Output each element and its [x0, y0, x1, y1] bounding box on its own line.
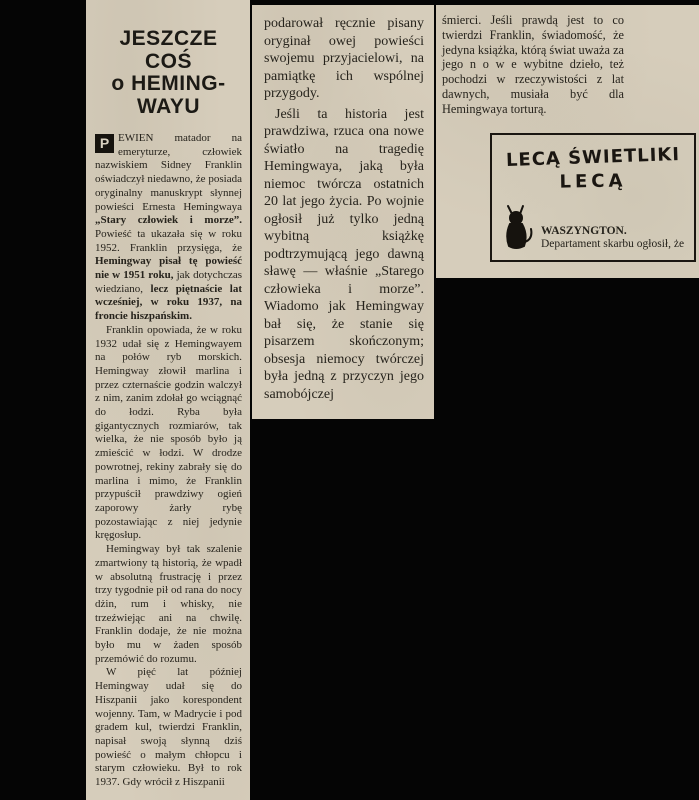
headline-line: WAYU	[136, 94, 201, 118]
article-paragraph	[95, 132, 242, 324]
teaser-title-line: LECĄ ŚWIETLIKI	[505, 143, 681, 171]
text-segment: lecz piętnaście lat wcześniej, w roku 1937, na froncie hiszpańskim.	[95, 282, 242, 323]
article-text-right	[442, 13, 624, 117]
next-article-teaser-box	[490, 133, 696, 262]
text-segment: Hemingway pisał tę powieść nie w 1951 roku,	[95, 255, 242, 282]
text-segment: W pięć lat później Hemingway udał się do Hiszpanii jako korespondent wojenny. Tam, w Madrycie i pod gradem kul, twierdzi Franklin, napisał swoją słynną dziś powieść o małym chłopcu i starym człowieku. Był to rok 1937. Gdy wrócił z Hiszpanii	[95, 666, 242, 789]
text-segment: Hemingway był tak szalenie zmartwiony tą historią, że wpadł w absolutną frustrację i przez trzy tygodnie pił od rana do nocy dżin, rum i whisky, nie trzeźwiejąc ani na chwilę. Franklin dodaje, że nie można było mu w żaden sposób przemówić do rozumu.	[95, 543, 242, 665]
headline-line: o HEMING-	[111, 72, 226, 95]
text-segment: EWIEN matador na emeryturze, człowiek nazwiskiem Sidney Franklin oświadczył niedawno, że posiada oryginalny manuskrypt słynnej powieści Ernesta Hemingwaya	[95, 132, 242, 213]
headline-line: JESZCZE	[119, 27, 218, 50]
teaser-content-row	[500, 204, 686, 252]
article-paragraph	[95, 543, 242, 666]
article-headline	[95, 28, 242, 118]
teaser-location: WASZYNGTON.	[541, 224, 627, 237]
text-segment: Powieść ta ukazała się w roku 1952. Franklin przysięga, że	[95, 227, 242, 254]
article-paragraph	[264, 15, 424, 103]
article-right-column	[436, 5, 699, 278]
article-paragraph	[264, 106, 424, 404]
teaser-caption	[541, 225, 686, 252]
article-left-column	[86, 0, 250, 800]
dropcap-letter: P	[95, 134, 114, 153]
text-segment: podarował ręcznie pisany oryginał owej powieści swojemu przyjacielowi, na pamiątkę ich wspólnej przygody.	[264, 16, 424, 101]
teaser-title-line: LECĄ	[559, 169, 627, 193]
article-text-middle	[264, 15, 424, 403]
article-paragraph	[442, 13, 624, 117]
headline-line: COŚ	[144, 49, 192, 73]
text-segment: Franklin opowiada, że w roku 1932 udał się z Hemingwayem na połów ryb morskich. Hemingway złowił marlina i przez czternaście godzin walczył z nim, zanim zdołał go wciągnąć do łodzi. Ryba była gigantycznych rozmiarów, tak wielka, że nie sposób było ją zmieścić w łodzi. W drodze powrotnej, rekiny zabrały się do marlina i mimo, że Franklin przypuścił prawdziwy ogień zaporowy żarły rybę pozostawiając z niej jedynie kręgosłup.	[95, 323, 242, 542]
article-text-left	[95, 132, 242, 790]
article-paragraph	[95, 324, 242, 543]
sitting-imp-figure-illustration	[500, 204, 534, 252]
article-paragraph	[95, 666, 242, 789]
article-middle-column	[252, 5, 434, 419]
teaser-caption-text: Departament skarbu ogłosił, że	[541, 238, 685, 251]
text-segment: śmierci. Jeśli prawdą jest to co twierdzi Franklin, świadomość, że jedyna książka, którą świat uważa za jego n o w e wybitne dzieło, też pochodzi w rzeczywistości z lat dawnych, musiała być dla Hemingwaya torturą.	[442, 13, 624, 116]
teaser-title	[500, 143, 686, 193]
text-segment: Jeśli ta historia jest prawdziwa, rzuca ona nowe światło na tragedię Hemingwaya, jaką była niemoc twórcza ostatnich 20 lat jego życia. Po wojnie ogłosił już tylko jedną wybitną książkę podtrzymującą jego dawną sławę — właśnie „Starego człowieka i morze”. Wiadomo jak Hemingway bał się, że stanie się pisarzem skończonym; obsesja niemocy twórczej była jedną z przyczyn jego samobójczej	[264, 106, 424, 402]
text-segment: jak dotychczas wiedziano,	[95, 269, 242, 295]
text-segment: „Stary człowiek i morze”.	[95, 214, 242, 227]
